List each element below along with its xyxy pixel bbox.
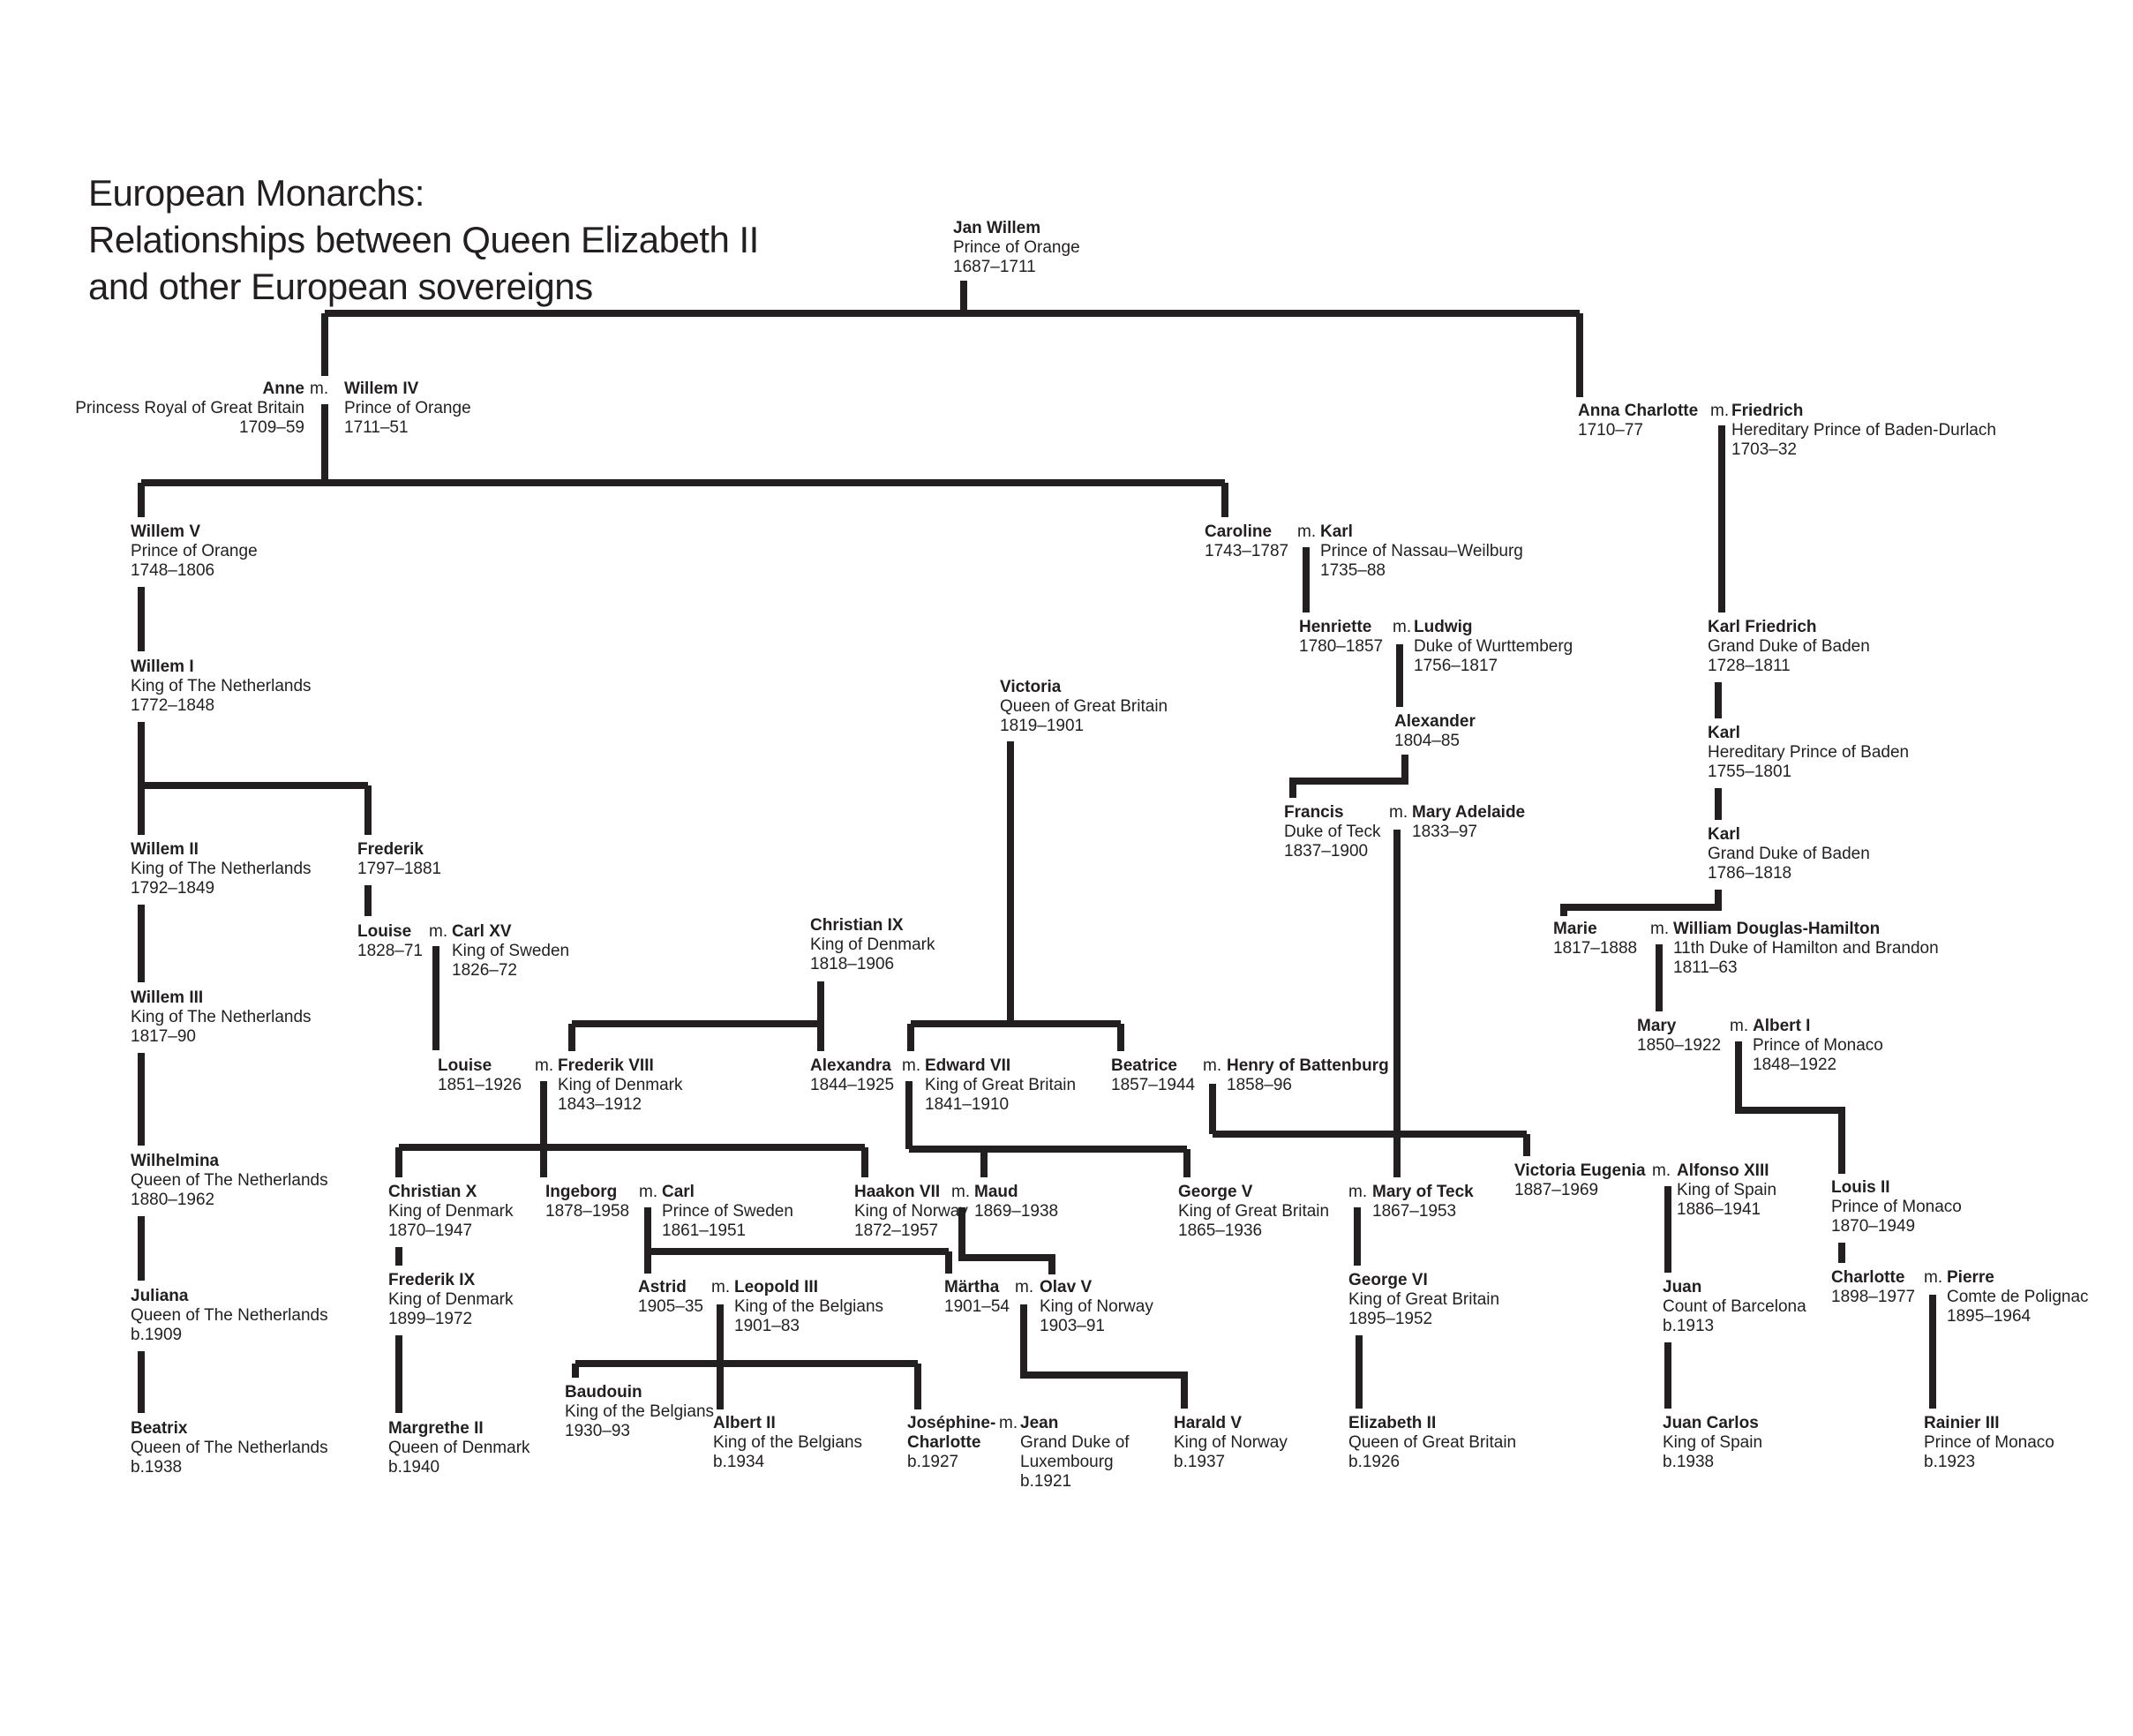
person-detail-christian-x-0: King of Denmark (388, 1202, 514, 1221)
person-detail-friedrich-0: Hereditary Prince of Baden-Durlach (1731, 421, 1996, 440)
diagram-title (88, 169, 759, 310)
person-detail-louis-ii-0: Prince of Monaco (1831, 1198, 1962, 1216)
person-detail-anna-charlotte-0: 1710–77 (1578, 421, 1643, 440)
person-baudouin (565, 1383, 714, 1441)
person-detail-friedrich-1: 1703–32 (1731, 440, 1797, 459)
marriage-label-beatrice-henry: m. (1203, 1056, 1222, 1075)
person-detail-jan-willem-1: 1687–1711 (953, 258, 1036, 276)
person-name-mary-hamilton: Mary (1637, 1017, 1677, 1035)
person-name-carl-xv: Carl XV (452, 922, 512, 941)
person-anne (53, 380, 304, 438)
person-name-leopold-iii: Leopold III (734, 1278, 818, 1296)
person-detail-haakon-vii-0: King of Norway (854, 1202, 968, 1221)
person-detail-olav-v-1: 1903–91 (1040, 1317, 1105, 1335)
marriage-label-francis-mary-adelaide: m. (1389, 803, 1408, 822)
person-detail-caroline-0: 1743–1787 (1205, 542, 1289, 560)
person-detail-juliana-0: Queen of The Netherlands (131, 1306, 328, 1325)
person-beatrix (131, 1419, 328, 1477)
person-detail-edward-vii-0: King of Great Britain (925, 1076, 1077, 1094)
person-detail-astrid-0: 1905–35 (638, 1297, 703, 1316)
person-detail-frederik-ix-0: King of Denmark (388, 1290, 514, 1309)
person-name-willem-iv: Willem IV (344, 380, 419, 398)
person-juliana (131, 1287, 328, 1345)
person-name-willem-iii: Willem III (131, 988, 204, 1007)
person-detail-albert-ii-0: King of the Belgians (713, 1433, 863, 1452)
person-alfonso-xiii (1677, 1161, 1776, 1220)
person-detail-louis-ii-1: 1870–1949 (1831, 1217, 1916, 1236)
person-detail-elizabeth-ii-0: Queen of Great Britain (1348, 1433, 1517, 1452)
person-detail-carl-xv-1: 1826–72 (452, 961, 517, 980)
person-detail-karl-grand-duke-1: 1786–1818 (1708, 864, 1792, 883)
person-name-karl-hereditary: Karl (1708, 724, 1740, 742)
person-christian-x (388, 1183, 514, 1241)
person-detail-ludwig-0: Duke of Wurttemberg (1414, 637, 1573, 656)
person-juan (1663, 1278, 1806, 1336)
person-detail-juan-0: Count of Barcelona (1663, 1297, 1806, 1316)
person-detail-george-v-1: 1865–1936 (1178, 1221, 1263, 1240)
marriage-label-astrid-leopold: m. (711, 1278, 731, 1296)
person-detail-juan-1: b.1913 (1663, 1317, 1715, 1335)
person-detail-baudouin-1: 1930–93 (565, 1422, 630, 1440)
person-louis-ii (1831, 1178, 1962, 1236)
person-name-henry-of-battenburg: Henry of Battenburg (1227, 1056, 1389, 1075)
marriage-label-caroline-karl: m. (1297, 522, 1317, 541)
person-detail-ludwig-1: 1756–1817 (1414, 657, 1498, 675)
person-detail-margrethe-ii-0: Queen of Denmark (388, 1439, 530, 1457)
person-detail-louise-1828-0: 1828–71 (357, 942, 423, 960)
person-name-mary-of-teck: Mary of Teck (1372, 1183, 1474, 1201)
marriage-label-victoria-eugenia-alfonso: m. (1652, 1161, 1671, 1180)
person-detail-francis-0: Duke of Teck (1284, 823, 1381, 841)
person-name-margrethe-ii: Margrethe II (388, 1419, 484, 1438)
person-detail-alfonso-xiii-1: 1886–1941 (1677, 1200, 1761, 1219)
person-detail-christian-x-1: 1870–1947 (388, 1221, 473, 1240)
person-willem-v (131, 522, 258, 581)
person-detail-george-vi-1: 1895–1952 (1348, 1310, 1433, 1328)
person-karl-hereditary (1708, 724, 1909, 782)
person-name-christian-x: Christian X (388, 1183, 477, 1201)
person-detail-mary-hamilton-0: 1850–1922 (1637, 1036, 1722, 1055)
person-name-charlotte-monaco: Charlotte (1831, 1268, 1905, 1287)
person-detail-rainier-iii-1: b.1923 (1924, 1453, 1976, 1471)
person-detail-martha-0: 1901–54 (944, 1297, 1010, 1316)
person-carl-sweden (662, 1183, 793, 1241)
person-detail-henriette-0: 1780–1857 (1299, 637, 1384, 656)
marriage-label-anna-charlotte-friedrich: m. (1710, 402, 1730, 420)
person-frederik-ix (388, 1271, 514, 1329)
person-detail-haakon-vii-1: 1872–1957 (854, 1221, 939, 1240)
person-detail-henry-of-battenburg-0: 1858–96 (1227, 1076, 1292, 1094)
person-willem-iv (344, 380, 471, 438)
person-detail-carl-xv-0: King of Sweden (452, 942, 570, 960)
person-willem-iii (131, 988, 312, 1047)
person-detail-karl-nassau-0: Prince of Nassau–Weilburg (1320, 542, 1523, 560)
person-name-karl-nassau: Karl (1320, 522, 1353, 541)
person-caroline (1205, 522, 1288, 561)
person-margrethe-ii (388, 1419, 530, 1477)
person-name-alexandra: Alexandra (810, 1056, 891, 1075)
person-detail-christian-ix-0: King of Denmark (810, 936, 935, 954)
person-name-frederik-ix: Frederik IX (388, 1271, 476, 1289)
person-name-jan-willem: Jan Willem (953, 219, 1041, 237)
person-ingeborg (545, 1183, 629, 1221)
person-detail-frederik-0: 1797–1881 (357, 860, 442, 878)
person-name-carl-sweden: Carl (662, 1183, 695, 1201)
person-name-mary-adelaide: Mary Adelaide (1412, 803, 1526, 822)
person-detail-leopold-iii-0: King of the Belgians (734, 1297, 884, 1316)
person-name-karl-friedrich: Karl Friedrich (1708, 618, 1817, 636)
marriage-label-josephine-jean: m. (999, 1414, 1018, 1432)
person-name-beatrice: Beatrice (1111, 1056, 1177, 1075)
person-mary-hamilton (1637, 1017, 1721, 1056)
person-albert-i (1753, 1017, 1883, 1075)
marriage-label-charlotte-pierre: m. (1924, 1268, 1943, 1287)
person-detail-marie-0: 1817–1888 (1553, 939, 1638, 958)
person-detail-pierre-1: 1895–1964 (1947, 1307, 2032, 1326)
person-charlotte-monaco (1831, 1268, 1915, 1307)
person-detail-jean-0: Grand Duke of (1020, 1433, 1130, 1452)
title-line-3: and other European sovereigns (88, 266, 593, 307)
person-detail-charlotte-monaco-0: 1898–1977 (1831, 1288, 1916, 1306)
person-name-juliana: Juliana (131, 1287, 189, 1305)
person-detail-george-v-0: King of Great Britain (1178, 1202, 1330, 1221)
person-louise-1828 (357, 922, 423, 961)
person-detail-willem-v-0: Prince of Orange (131, 542, 258, 560)
person-detail-juan-carlos-0: King of Spain (1663, 1433, 1763, 1452)
person-elizabeth-ii (1348, 1414, 1516, 1472)
person-name-juan-carlos: Juan Carlos (1663, 1414, 1759, 1432)
person-name-frederik: Frederik (357, 840, 424, 859)
person-detail-louise-1851-0: 1851–1926 (438, 1076, 522, 1094)
person-karl-friedrich (1708, 618, 1870, 676)
person-detail-mary-adelaide-0: 1833–97 (1412, 823, 1477, 841)
person-karl-nassau (1320, 522, 1523, 581)
person-detail-leopold-iii-1: 1901–83 (734, 1317, 800, 1335)
person-name-francis: Francis (1284, 803, 1344, 822)
person-detail-rainier-iii-0: Prince of Monaco (1924, 1433, 2054, 1452)
person-detail-william-douglas-hamilton-1: 1811–63 (1673, 958, 1738, 977)
person-detail-francis-1: 1837–1900 (1284, 842, 1369, 860)
person-name-olav-v: Olav V (1040, 1278, 1093, 1296)
person-name-josephine-charlotte: Joséphine-Charlotte (907, 1414, 996, 1452)
person-name-willem-ii: Willem II (131, 840, 199, 859)
person-detail-frederik-ix-1: 1899–1972 (388, 1310, 473, 1328)
person-detail-victoria-0: Queen of Great Britain (1000, 697, 1168, 716)
person-detail-frederik-viii-1: 1843–1912 (558, 1095, 642, 1114)
person-name-marie: Marie (1553, 920, 1597, 938)
person-detail-jean-1: Luxembourg (1020, 1453, 1114, 1471)
person-name-willem-i: Willem I (131, 658, 194, 676)
marriage-label-anne-willem-iv: m. (310, 380, 329, 398)
person-mary-adelaide (1412, 803, 1525, 842)
person-detail-olav-v-0: King of Norway (1040, 1297, 1153, 1316)
person-name-victoria: Victoria (1000, 678, 1062, 696)
person-detail-willem-iv-0: Prince of Orange (344, 399, 471, 417)
person-detail-william-douglas-hamilton-0: 11th Duke of Hamilton and Brandon (1673, 939, 1939, 958)
person-name-beatrix: Beatrix (131, 1419, 188, 1438)
marriage-label-alexandra-edward-vii: m. (902, 1056, 921, 1075)
marriage-label-martha-olav: m. (1015, 1278, 1034, 1296)
person-leopold-iii (734, 1278, 883, 1336)
person-willem-i (131, 658, 312, 716)
person-detail-willem-iii-0: King of The Netherlands (131, 1008, 312, 1026)
person-name-louise-1828: Louise (357, 922, 412, 941)
person-anna-charlotte (1578, 402, 1698, 440)
marriage-label-george-v-mary-of-teck: m. (1348, 1183, 1368, 1201)
person-name-frederik-viii: Frederik VIII (558, 1056, 654, 1075)
person-olav-v (1040, 1278, 1153, 1336)
person-detail-willem-ii-0: King of The Netherlands (131, 860, 312, 878)
person-detail-albert-ii-1: b.1934 (713, 1453, 765, 1471)
title-line-2: Relationships between Queen Elizabeth II (88, 219, 759, 260)
person-maud (974, 1183, 1058, 1221)
person-name-anna-charlotte: Anna Charlotte (1578, 402, 1699, 420)
person-francis (1284, 803, 1380, 861)
person-name-harald-v: Harald V (1174, 1414, 1243, 1432)
person-name-christian-ix: Christian IX (810, 916, 904, 935)
person-josephine-charlotte (907, 1414, 1011, 1472)
person-detail-karl-nassau-1: 1735–88 (1320, 561, 1386, 580)
person-pierre (1947, 1268, 2089, 1326)
person-detail-wilhelmina-1: 1880–1962 (131, 1191, 215, 1209)
connector-karl-grand-duke-to-marie (1564, 890, 1718, 916)
person-name-ingeborg: Ingeborg (545, 1183, 618, 1201)
person-jan-willem (953, 219, 1080, 277)
person-detail-karl-hereditary-0: Hereditary Prince of Baden (1708, 743, 1910, 762)
person-george-vi (1348, 1271, 1499, 1329)
person-detail-willem-i-0: King of The Netherlands (131, 677, 312, 695)
person-detail-maud-0: 1869–1938 (974, 1202, 1059, 1221)
person-wilhelmina (131, 1152, 328, 1210)
person-detail-mary-of-teck-0: 1867–1953 (1372, 1202, 1457, 1221)
person-name-george-v: George V (1178, 1183, 1253, 1201)
marriage-label-louise-carl-xv: m. (429, 922, 448, 941)
person-detail-albert-i-1: 1848–1922 (1753, 1056, 1837, 1074)
person-mary-of-teck (1372, 1183, 1474, 1221)
person-name-alexander: Alexander (1394, 712, 1476, 731)
person-name-albert-i: Albert I (1753, 1017, 1811, 1035)
person-carl-xv (452, 922, 569, 981)
person-name-louis-ii: Louis II (1831, 1178, 1890, 1197)
person-name-pierre: Pierre (1947, 1268, 1994, 1287)
person-detail-beatrix-0: Queen of The Netherlands (131, 1439, 328, 1457)
person-name-elizabeth-ii: Elizabeth II (1348, 1414, 1437, 1432)
person-detail-victoria-eugenia-0: 1887–1969 (1514, 1181, 1599, 1199)
title-line-1: European Monarchs: (88, 172, 424, 214)
person-victoria-eugenia (1514, 1161, 1646, 1200)
person-name-haakon-vii: Haakon VII (854, 1183, 941, 1201)
person-detail-ingeborg-0: 1878–1958 (545, 1202, 630, 1221)
person-detail-josephine-charlotte-0: b.1927 (907, 1453, 959, 1471)
person-name-wilhelmina: Wilhelmina (131, 1152, 220, 1170)
person-detail-willem-iii-1: 1817–90 (131, 1027, 196, 1046)
person-detail-wilhelmina-0: Queen of The Netherlands (131, 1171, 328, 1190)
person-detail-christian-ix-1: 1818–1906 (810, 955, 895, 973)
connector-alexander-to-teck-couple (1293, 755, 1405, 798)
person-willem-ii (131, 840, 312, 898)
person-name-jean: Jean (1020, 1414, 1059, 1432)
person-name-william-douglas-hamilton: William Douglas-Hamilton (1673, 920, 1881, 938)
person-detail-willem-ii-1: 1792–1849 (131, 879, 215, 898)
person-name-george-vi: George VI (1348, 1271, 1428, 1289)
person-juan-carlos (1663, 1414, 1762, 1472)
person-name-edward-vii: Edward VII (925, 1056, 1011, 1075)
person-name-astrid: Astrid (638, 1278, 687, 1296)
person-name-louise-1851: Louise (438, 1056, 492, 1075)
person-detail-victoria-1: 1819–1901 (1000, 717, 1085, 735)
marriage-label-marie-william: m. (1650, 920, 1670, 938)
person-detail-carl-sweden-0: Prince of Sweden (662, 1202, 793, 1221)
person-name-caroline: Caroline (1205, 522, 1273, 541)
marriage-label-louise-frederik-viii: m. (535, 1056, 554, 1075)
person-detail-pierre-0: Comte de Polignac (1947, 1288, 2089, 1306)
person-karl-grand-duke (1708, 825, 1870, 883)
person-detail-karl-grand-duke-0: Grand Duke of Baden (1708, 845, 1870, 863)
person-name-rainier-iii: Rainier III (1924, 1414, 2000, 1432)
person-george-v (1178, 1183, 1329, 1241)
person-detail-jean-2: b.1921 (1020, 1472, 1072, 1491)
person-detail-karl-friedrich-0: Grand Duke of Baden (1708, 637, 1870, 656)
marriage-label-mary-albert-i: m. (1730, 1017, 1749, 1035)
person-detail-juan-carlos-1: b.1938 (1663, 1453, 1715, 1471)
person-detail-jan-willem-0: Prince of Orange (953, 238, 1080, 257)
person-detail-baudouin-0: King of the Belgians (565, 1402, 715, 1421)
person-detail-edward-vii-1: 1841–1910 (925, 1095, 1010, 1114)
person-detail-alexandra-0: 1844–1925 (810, 1076, 895, 1094)
person-martha (944, 1278, 1010, 1317)
person-detail-carl-sweden-1: 1861–1951 (662, 1221, 747, 1240)
person-name-victoria-eugenia: Victoria Eugenia (1514, 1161, 1646, 1180)
person-name-ludwig: Ludwig (1414, 618, 1473, 636)
person-astrid (638, 1278, 703, 1317)
person-henry-of-battenburg (1227, 1056, 1389, 1095)
person-detail-elizabeth-ii-1: b.1926 (1348, 1453, 1401, 1471)
person-frederik (357, 840, 441, 879)
person-name-henriette: Henriette (1299, 618, 1372, 636)
person-detail-karl-friedrich-1: 1728–1811 (1708, 657, 1791, 675)
person-detail-willem-i-1: 1772–1848 (131, 696, 215, 715)
person-detail-anne-0: Princess Royal of Great Britain (75, 399, 304, 417)
person-name-baudouin: Baudouin (565, 1383, 642, 1402)
person-william-douglas-hamilton (1673, 920, 1939, 978)
person-christian-ix (810, 916, 935, 974)
person-detail-harald-v-0: King of Norway (1174, 1433, 1288, 1452)
person-name-anne: Anne (262, 380, 304, 398)
person-harald-v (1174, 1414, 1288, 1472)
person-name-alfonso-xiii: Alfonso XIII (1677, 1161, 1769, 1180)
person-name-friedrich: Friedrich (1731, 402, 1804, 420)
person-detail-anne-1: 1709–59 (239, 418, 304, 437)
person-name-martha: Märtha (944, 1278, 1000, 1296)
person-name-albert-ii: Albert II (713, 1414, 776, 1432)
person-detail-margrethe-ii-1: b.1940 (388, 1458, 440, 1477)
person-detail-beatrix-1: b.1938 (131, 1458, 183, 1477)
person-detail-beatrice-0: 1857–1944 (1111, 1076, 1196, 1094)
person-ludwig (1414, 618, 1573, 676)
person-louise-1851 (438, 1056, 522, 1095)
person-detail-juliana-1: b.1909 (131, 1326, 183, 1344)
person-name-karl-grand-duke: Karl (1708, 825, 1740, 844)
person-marie (1553, 920, 1637, 958)
marriage-label-haakon-maud: m. (951, 1183, 971, 1201)
person-detail-karl-hereditary-1: 1755–1801 (1708, 763, 1792, 781)
person-detail-willem-v-1: 1748–1806 (131, 561, 215, 580)
person-frederik-viii (558, 1056, 683, 1115)
person-victoria (1000, 678, 1168, 736)
person-friedrich (1731, 402, 1996, 460)
person-edward-vii (925, 1056, 1076, 1115)
person-detail-willem-iv-1: 1711–51 (344, 418, 409, 437)
person-albert-ii (713, 1414, 862, 1472)
marriage-label-henriette-ludwig: m. (1393, 618, 1412, 636)
person-detail-alfonso-xiii-0: King of Spain (1677, 1181, 1777, 1199)
person-henriette (1299, 618, 1383, 657)
person-jean (1020, 1414, 1130, 1492)
person-name-willem-v: Willem V (131, 522, 201, 541)
person-detail-harald-v-1: b.1937 (1174, 1453, 1226, 1471)
marriage-label-ingeborg-carl: m. (639, 1183, 658, 1201)
person-rainier-iii (1924, 1414, 2054, 1472)
person-detail-alexander-0: 1804–85 (1394, 732, 1460, 750)
person-name-maud: Maud (974, 1183, 1018, 1201)
person-detail-albert-i-0: Prince of Monaco (1753, 1036, 1883, 1055)
person-alexandra (810, 1056, 894, 1095)
person-detail-frederik-viii-0: King of Denmark (558, 1076, 683, 1094)
person-beatrice (1111, 1056, 1195, 1095)
person-detail-george-vi-0: King of Great Britain (1348, 1290, 1500, 1309)
person-name-juan: Juan (1663, 1278, 1702, 1296)
person-alexander (1394, 712, 1476, 751)
